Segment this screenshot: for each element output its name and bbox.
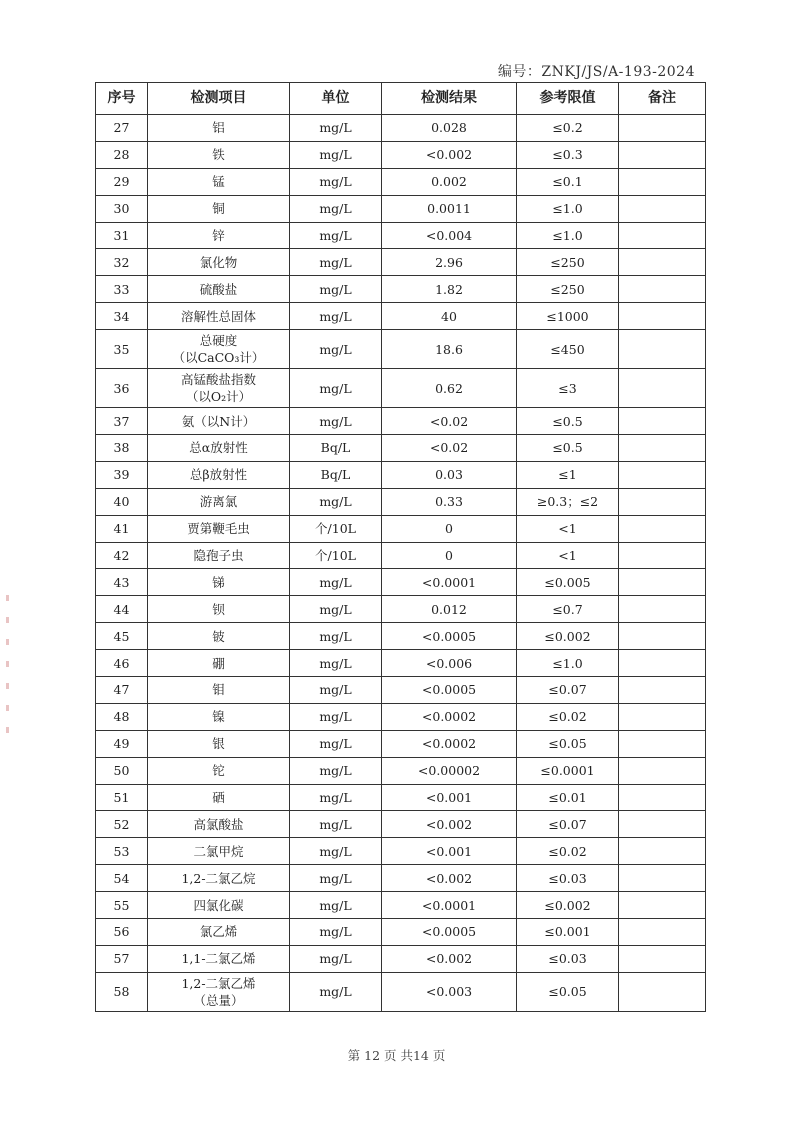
header-result: 检测结果 [382,83,517,115]
table-body [96,115,706,1012]
cell-limit: ≤0.02 [517,838,619,865]
document-number: 编号：ZNKJ/JS/A-193-2024 [497,64,695,80]
cell-note [619,515,706,542]
cell-result: 0.33 [382,488,517,515]
cell-note [619,596,706,623]
cell-unit: mg/L [290,811,382,838]
cell-no: 56 [96,919,148,946]
cell-result: 1.82 [382,276,517,303]
cell-note [619,461,706,488]
cell-note [619,730,706,757]
cell-unit: mg/L [290,168,382,195]
cell-item-line2: （以O₂计） [185,389,252,405]
cell-no: 48 [96,703,148,730]
cell-note [619,677,706,704]
cell-no: 36 [96,369,148,408]
cell-limit: ≤250 [517,276,619,303]
cell-unit: Bq/L [290,461,382,488]
cell-no: 31 [96,222,148,249]
cell-item: 硫酸盐 [148,276,290,303]
cell-no: 35 [96,330,148,369]
cell-unit: mg/L [290,115,382,142]
cell-note [619,784,706,811]
table-row [96,972,706,1011]
cell-limit: ≤1.0 [517,222,619,249]
cell-note [619,650,706,677]
table-row [96,730,706,757]
cell-limit: ≤3 [517,369,619,408]
page-footer: 第 12 页 共14 页 [347,1048,446,1063]
cell-note [619,249,706,276]
cell-limit: ≤0.5 [517,435,619,462]
table-row [96,542,706,569]
cell-item: 铍 [148,623,290,650]
cell-item: 氯乙烯 [148,919,290,946]
table-row [96,303,706,330]
cell-result: <0.001 [382,784,517,811]
cell-no: 49 [96,730,148,757]
cell-unit: mg/L [290,703,382,730]
cell-unit: mg/L [290,757,382,784]
cell-result: <0.002 [382,811,517,838]
table-header-row [96,83,706,115]
cell-note [619,488,706,515]
table-row [96,369,706,408]
table-row [96,461,706,488]
cell-item: 溶解性总固体 [148,303,290,330]
cell-note [619,811,706,838]
cell-result: <0.02 [382,435,517,462]
cell-item-line2: （以CaCO₃计） [172,350,265,366]
cell-note [619,945,706,972]
cell-no: 37 [96,408,148,435]
cell-result: 0.62 [382,369,517,408]
cell-unit: Bq/L [290,435,382,462]
cell-limit: ≤1.0 [517,650,619,677]
cell-item: 贾第鞭毛虫 [148,515,290,542]
cell-unit: mg/L [290,569,382,596]
cell-no: 46 [96,650,148,677]
cell-unit: mg/L [290,677,382,704]
cell-item-line1: 1,2-二氯乙烯 [181,975,256,991]
cell-note [619,892,706,919]
cell-result: 0.03 [382,461,517,488]
cell-note [619,303,706,330]
cell-item: 硼 [148,650,290,677]
cell-item: 四氯化碳 [148,892,290,919]
cell-no: 45 [96,623,148,650]
table-row [96,435,706,462]
cell-result: <0.0005 [382,677,517,704]
table-row [96,408,706,435]
cell-unit: 个/10L [290,542,382,569]
cell-unit: mg/L [290,730,382,757]
cell-unit: mg/L [290,276,382,303]
cell-item: 1,1-二氯乙烯 [148,945,290,972]
cell-no: 44 [96,596,148,623]
cell-result: <0.0001 [382,569,517,596]
cell-unit: mg/L [290,488,382,515]
cell-limit: <1 [517,515,619,542]
cell-item: 总β放射性 [148,461,290,488]
cell-no: 51 [96,784,148,811]
cell-result: 0 [382,515,517,542]
cell-item: 锰 [148,168,290,195]
cell-item: 铜 [148,195,290,222]
cell-result: <0.0002 [382,730,517,757]
header-no: 序号 [96,83,148,115]
table-row [96,811,706,838]
header-item: 检测项目 [148,83,290,115]
cell-limit: ≤0.07 [517,677,619,704]
cell-result: <0.006 [382,650,517,677]
cell-no: 32 [96,249,148,276]
table-row [96,488,706,515]
cell-result: <0.0005 [382,623,517,650]
cell-result: <0.0002 [382,703,517,730]
cell-item-line1: 高锰酸盐指数 [180,372,256,388]
cell-item: 铝 [148,115,290,142]
cell-limit: ≤0.002 [517,623,619,650]
cell-unit: mg/L [290,249,382,276]
cell-item: 硒 [148,784,290,811]
table-row [96,168,706,195]
cell-unit: mg/L [290,945,382,972]
cell-result: <0.00002 [382,757,517,784]
cell-note [619,408,706,435]
cell-no: 41 [96,515,148,542]
cell-item-line2: （总量） [193,992,244,1008]
cell-limit: ≤0.0001 [517,757,619,784]
cell-unit: mg/L [290,838,382,865]
cell-note [619,168,706,195]
cell-unit: mg/L [290,596,382,623]
cell-result: 2.96 [382,249,517,276]
cell-unit: 个/10L [290,515,382,542]
cell-item: 铊 [148,757,290,784]
table-row [96,515,706,542]
cell-limit: ≤0.5 [517,408,619,435]
cell-result: 18.6 [382,330,517,369]
cell-no: 29 [96,168,148,195]
table-row [96,596,706,623]
cell-no: 57 [96,945,148,972]
cell-result: 0.0011 [382,195,517,222]
cell-note [619,972,706,1011]
cell-item: 锌 [148,222,290,249]
cell-result: 0.012 [382,596,517,623]
cell-item: 锑 [148,569,290,596]
cell-item: 总α放射性 [148,435,290,462]
cell-limit: ≤0.03 [517,865,619,892]
cell-limit: ≤0.05 [517,972,619,1011]
cell-unit: mg/L [290,892,382,919]
cell-limit: ≤250 [517,249,619,276]
cell-no: 34 [96,303,148,330]
cell-unit: mg/L [290,865,382,892]
cell-note [619,435,706,462]
cell-no: 55 [96,892,148,919]
cell-note [619,330,706,369]
table-row [96,115,706,142]
cell-item: 铁 [148,141,290,168]
cell-limit: <1 [517,542,619,569]
cell-limit: ≤1.0 [517,195,619,222]
cell-result: <0.0001 [382,892,517,919]
cell-no: 40 [96,488,148,515]
cell-note [619,623,706,650]
cell-unit: mg/L [290,141,382,168]
cell-note [619,703,706,730]
cell-limit: ≤0.03 [517,945,619,972]
table-row [96,919,706,946]
cell-note [619,222,706,249]
cell-limit: ≤0.02 [517,703,619,730]
table-row [96,141,706,168]
cell-unit: mg/L [290,195,382,222]
table-row [96,838,706,865]
cell-no: 50 [96,757,148,784]
cell-item-line1: 总硬度 [199,333,238,349]
cell-no: 52 [96,811,148,838]
cell-limit: ≤1 [517,461,619,488]
table-row [96,330,706,369]
cell-unit: mg/L [290,222,382,249]
table-row [96,249,706,276]
cell-item: 二氯甲烷 [148,838,290,865]
cell-result: <0.004 [382,222,517,249]
cell-limit: ≤0.1 [517,168,619,195]
table-row [96,703,706,730]
cell-result: <0.002 [382,865,517,892]
cell-item: 镍 [148,703,290,730]
cell-item: 钼 [148,677,290,704]
cell-item: 隐孢子虫 [148,542,290,569]
cell-no: 58 [96,972,148,1011]
table-row [96,569,706,596]
cell-item [148,972,290,1011]
table-row [96,865,706,892]
cell-item: 氯化物 [148,249,290,276]
cell-note [619,369,706,408]
cell-limit: ≤0.01 [517,784,619,811]
cell-unit: mg/L [290,972,382,1011]
cell-note [619,919,706,946]
table-row [96,784,706,811]
cell-limit: ≤0.005 [517,569,619,596]
cell-result: <0.003 [382,972,517,1011]
cell-limit: ≥0.3；≤2 [517,488,619,515]
cell-limit: ≤450 [517,330,619,369]
cell-no: 43 [96,569,148,596]
cell-no: 38 [96,435,148,462]
cell-unit: mg/L [290,784,382,811]
cell-item: 游离氯 [148,488,290,515]
cell-unit: mg/L [290,623,382,650]
table-row [96,677,706,704]
header-unit: 单位 [290,83,382,115]
cell-note [619,195,706,222]
table-row [96,276,706,303]
cell-note [619,757,706,784]
cell-note [619,542,706,569]
cell-result: 0.002 [382,168,517,195]
cell-unit: mg/L [290,650,382,677]
table-row [96,222,706,249]
cell-result: <0.0005 [382,919,517,946]
cell-limit: ≤0.05 [517,730,619,757]
cell-note [619,276,706,303]
table-row [96,650,706,677]
cell-note [619,141,706,168]
cell-result: <0.002 [382,945,517,972]
cell-no: 33 [96,276,148,303]
cell-result: <0.02 [382,408,517,435]
cell-limit: ≤0.001 [517,919,619,946]
cell-no: 53 [96,838,148,865]
cell-limit: ≤0.3 [517,141,619,168]
header-limit: 参考限值 [517,83,619,115]
cell-no: 42 [96,542,148,569]
cell-result: 0 [382,542,517,569]
cell-no: 54 [96,865,148,892]
table-row [96,195,706,222]
cell-no: 30 [96,195,148,222]
cell-item [148,369,290,408]
header-note: 备注 [619,83,706,115]
cell-note [619,865,706,892]
cell-item: 钡 [148,596,290,623]
cell-item: 氨（以N计） [148,408,290,435]
cell-no: 28 [96,141,148,168]
cell-note [619,115,706,142]
cell-limit: ≤0.07 [517,811,619,838]
test-results-table [95,82,706,1012]
cell-limit: ≤0.002 [517,892,619,919]
cell-result: <0.002 [382,141,517,168]
table-row [96,623,706,650]
cell-result: 0.028 [382,115,517,142]
table-row [96,945,706,972]
cell-unit: mg/L [290,369,382,408]
cell-result: 40 [382,303,517,330]
cell-no: 39 [96,461,148,488]
cell-limit: ≤0.7 [517,596,619,623]
cell-item [148,330,290,369]
cell-no: 27 [96,115,148,142]
table-row [96,892,706,919]
edge-stamp-mark [6,595,9,735]
cell-unit: mg/L [290,919,382,946]
cell-limit: ≤0.2 [517,115,619,142]
cell-unit: mg/L [290,330,382,369]
cell-limit: ≤1000 [517,303,619,330]
cell-item: 1,2-二氯乙烷 [148,865,290,892]
cell-result: <0.001 [382,838,517,865]
cell-item: 高氯酸盐 [148,811,290,838]
table-row [96,757,706,784]
cell-no: 47 [96,677,148,704]
cell-unit: mg/L [290,408,382,435]
cell-note [619,838,706,865]
cell-note [619,569,706,596]
cell-unit: mg/L [290,303,382,330]
cell-item: 银 [148,730,290,757]
